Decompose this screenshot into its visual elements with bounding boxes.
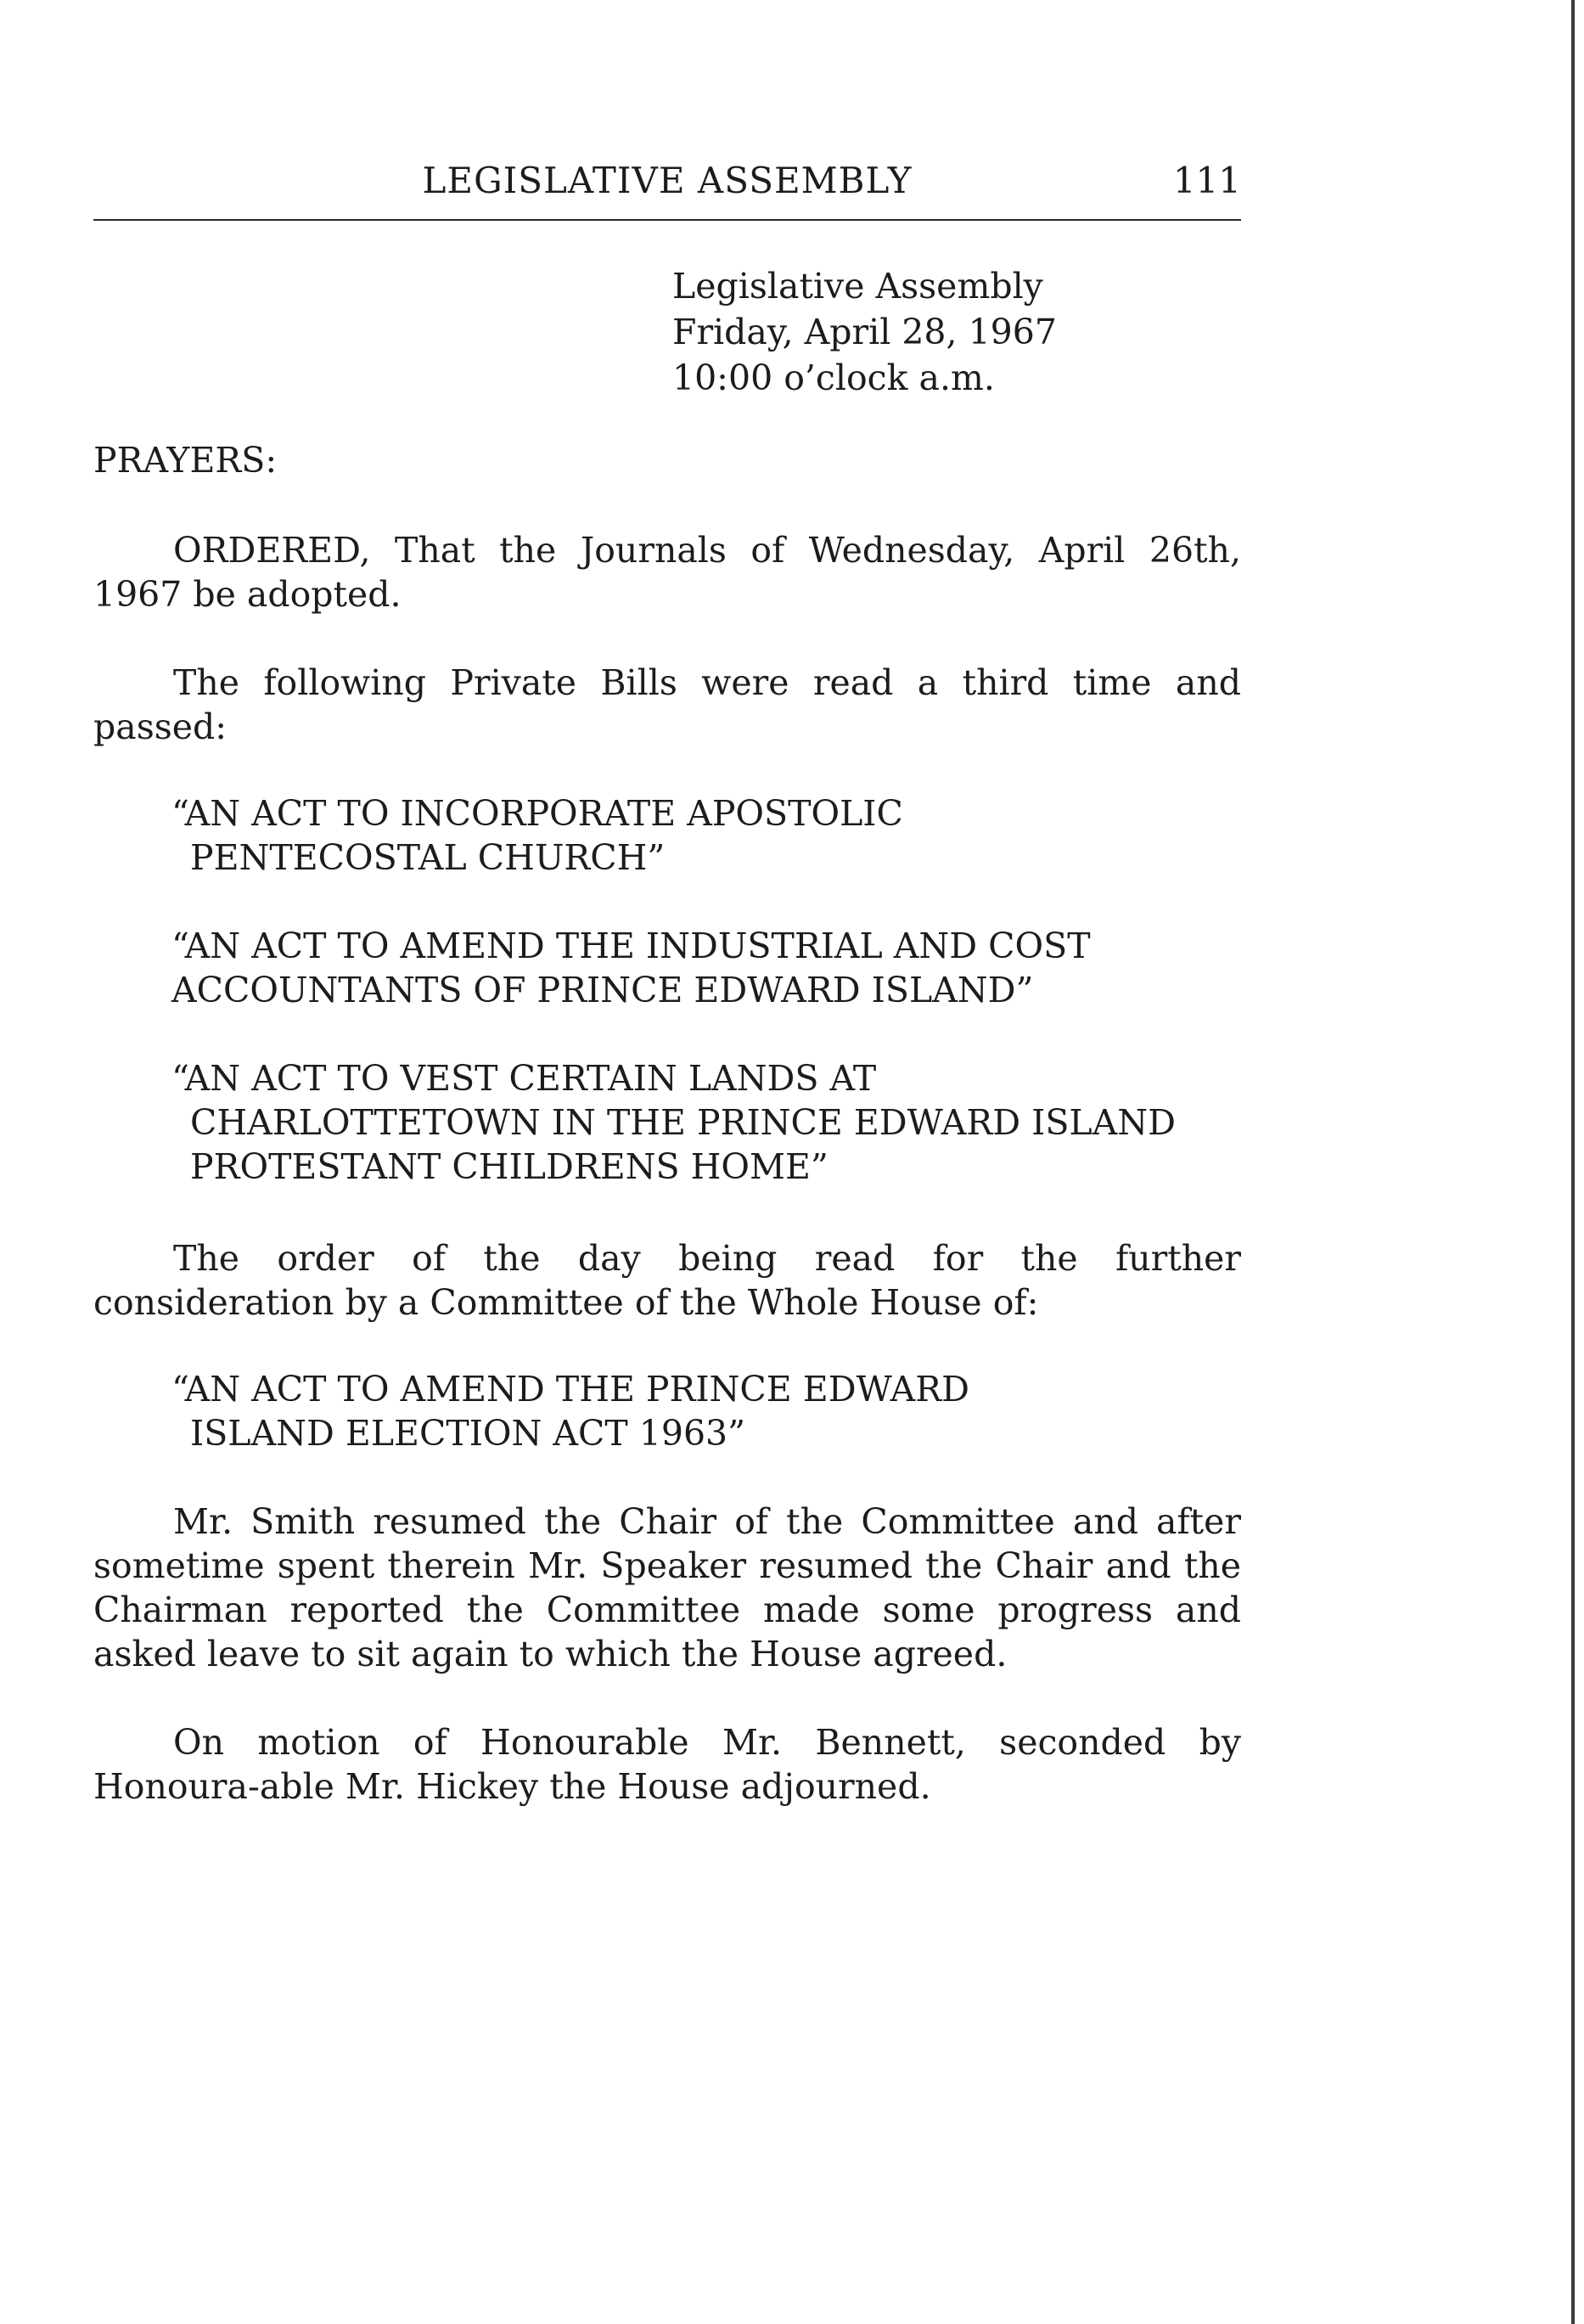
bill-item [171,791,1241,880]
bill-item [171,924,1241,1012]
prayers-heading: PRAYERS: [93,440,278,481]
order-of-day-paragraph: The order of the day being read for the further consideration by a Committee of the Whole House of: [93,1238,1241,1323]
bill-line: “AN ACT TO INCORPORATE APOSTOLIC [171,793,903,834]
bill-line: “AN ACT TO AMEND THE INDUSTRIAL AND COST [171,926,1091,966]
page-header [93,160,1241,211]
private-bills-intro: The following Private Bills were read a third time and passed: [93,662,1241,747]
dateline-assembly: Legislative Assembly [672,266,1043,307]
header-rule [93,219,1241,221]
bill-line: “AN ACT TO VEST CERTAIN LANDS AT [171,1058,877,1099]
adjournment-paragraph: On motion of Honourable Mr. Bennett, seconded by Honoura-able Mr. Hickey the House adjourned. [93,1722,1241,1807]
committee-paragraph: Mr. Smith resumed the Chair of the Committee and after sometime spent therein Mr. Speaker resumed the Chair and the Chairman reported the Committee made some progress and asked leave to sit again to which the House agreed. [93,1501,1241,1674]
page-number: 111 [1172,160,1241,201]
bill-line: ACCOUNTANTS OF PRINCE EDWARD ISLAND” [171,970,1034,1010]
sitting-dateline [672,263,1057,401]
committee-bill [171,1367,1241,1455]
running-head: LEGISLATIVE ASSEMBLY [422,160,913,201]
bill-line: “AN ACT TO AMEND THE PRINCE EDWARD [171,1369,970,1410]
bill-line: ISLAND ELECTION ACT 1963” [190,1413,746,1454]
bill-item [171,1056,1241,1189]
dateline-date: Friday, April 28, 1967 [672,312,1057,352]
dateline-time: 10:00 o’clock a.m. [672,357,995,398]
ordered-paragraph: ORDERED, That the Journals of Wednesday, April 26th, 1967 be adopted. [93,530,1241,615]
page-edge-shadow [1571,0,1575,2324]
bill-line: CHARLOTTETOWN IN THE PRINCE EDWARD ISLAND [190,1102,1177,1143]
bill-line: PROTESTANT CHILDRENS HOME” [190,1146,829,1187]
bill-line: PENTECOSTAL CHURCH” [190,837,666,878]
